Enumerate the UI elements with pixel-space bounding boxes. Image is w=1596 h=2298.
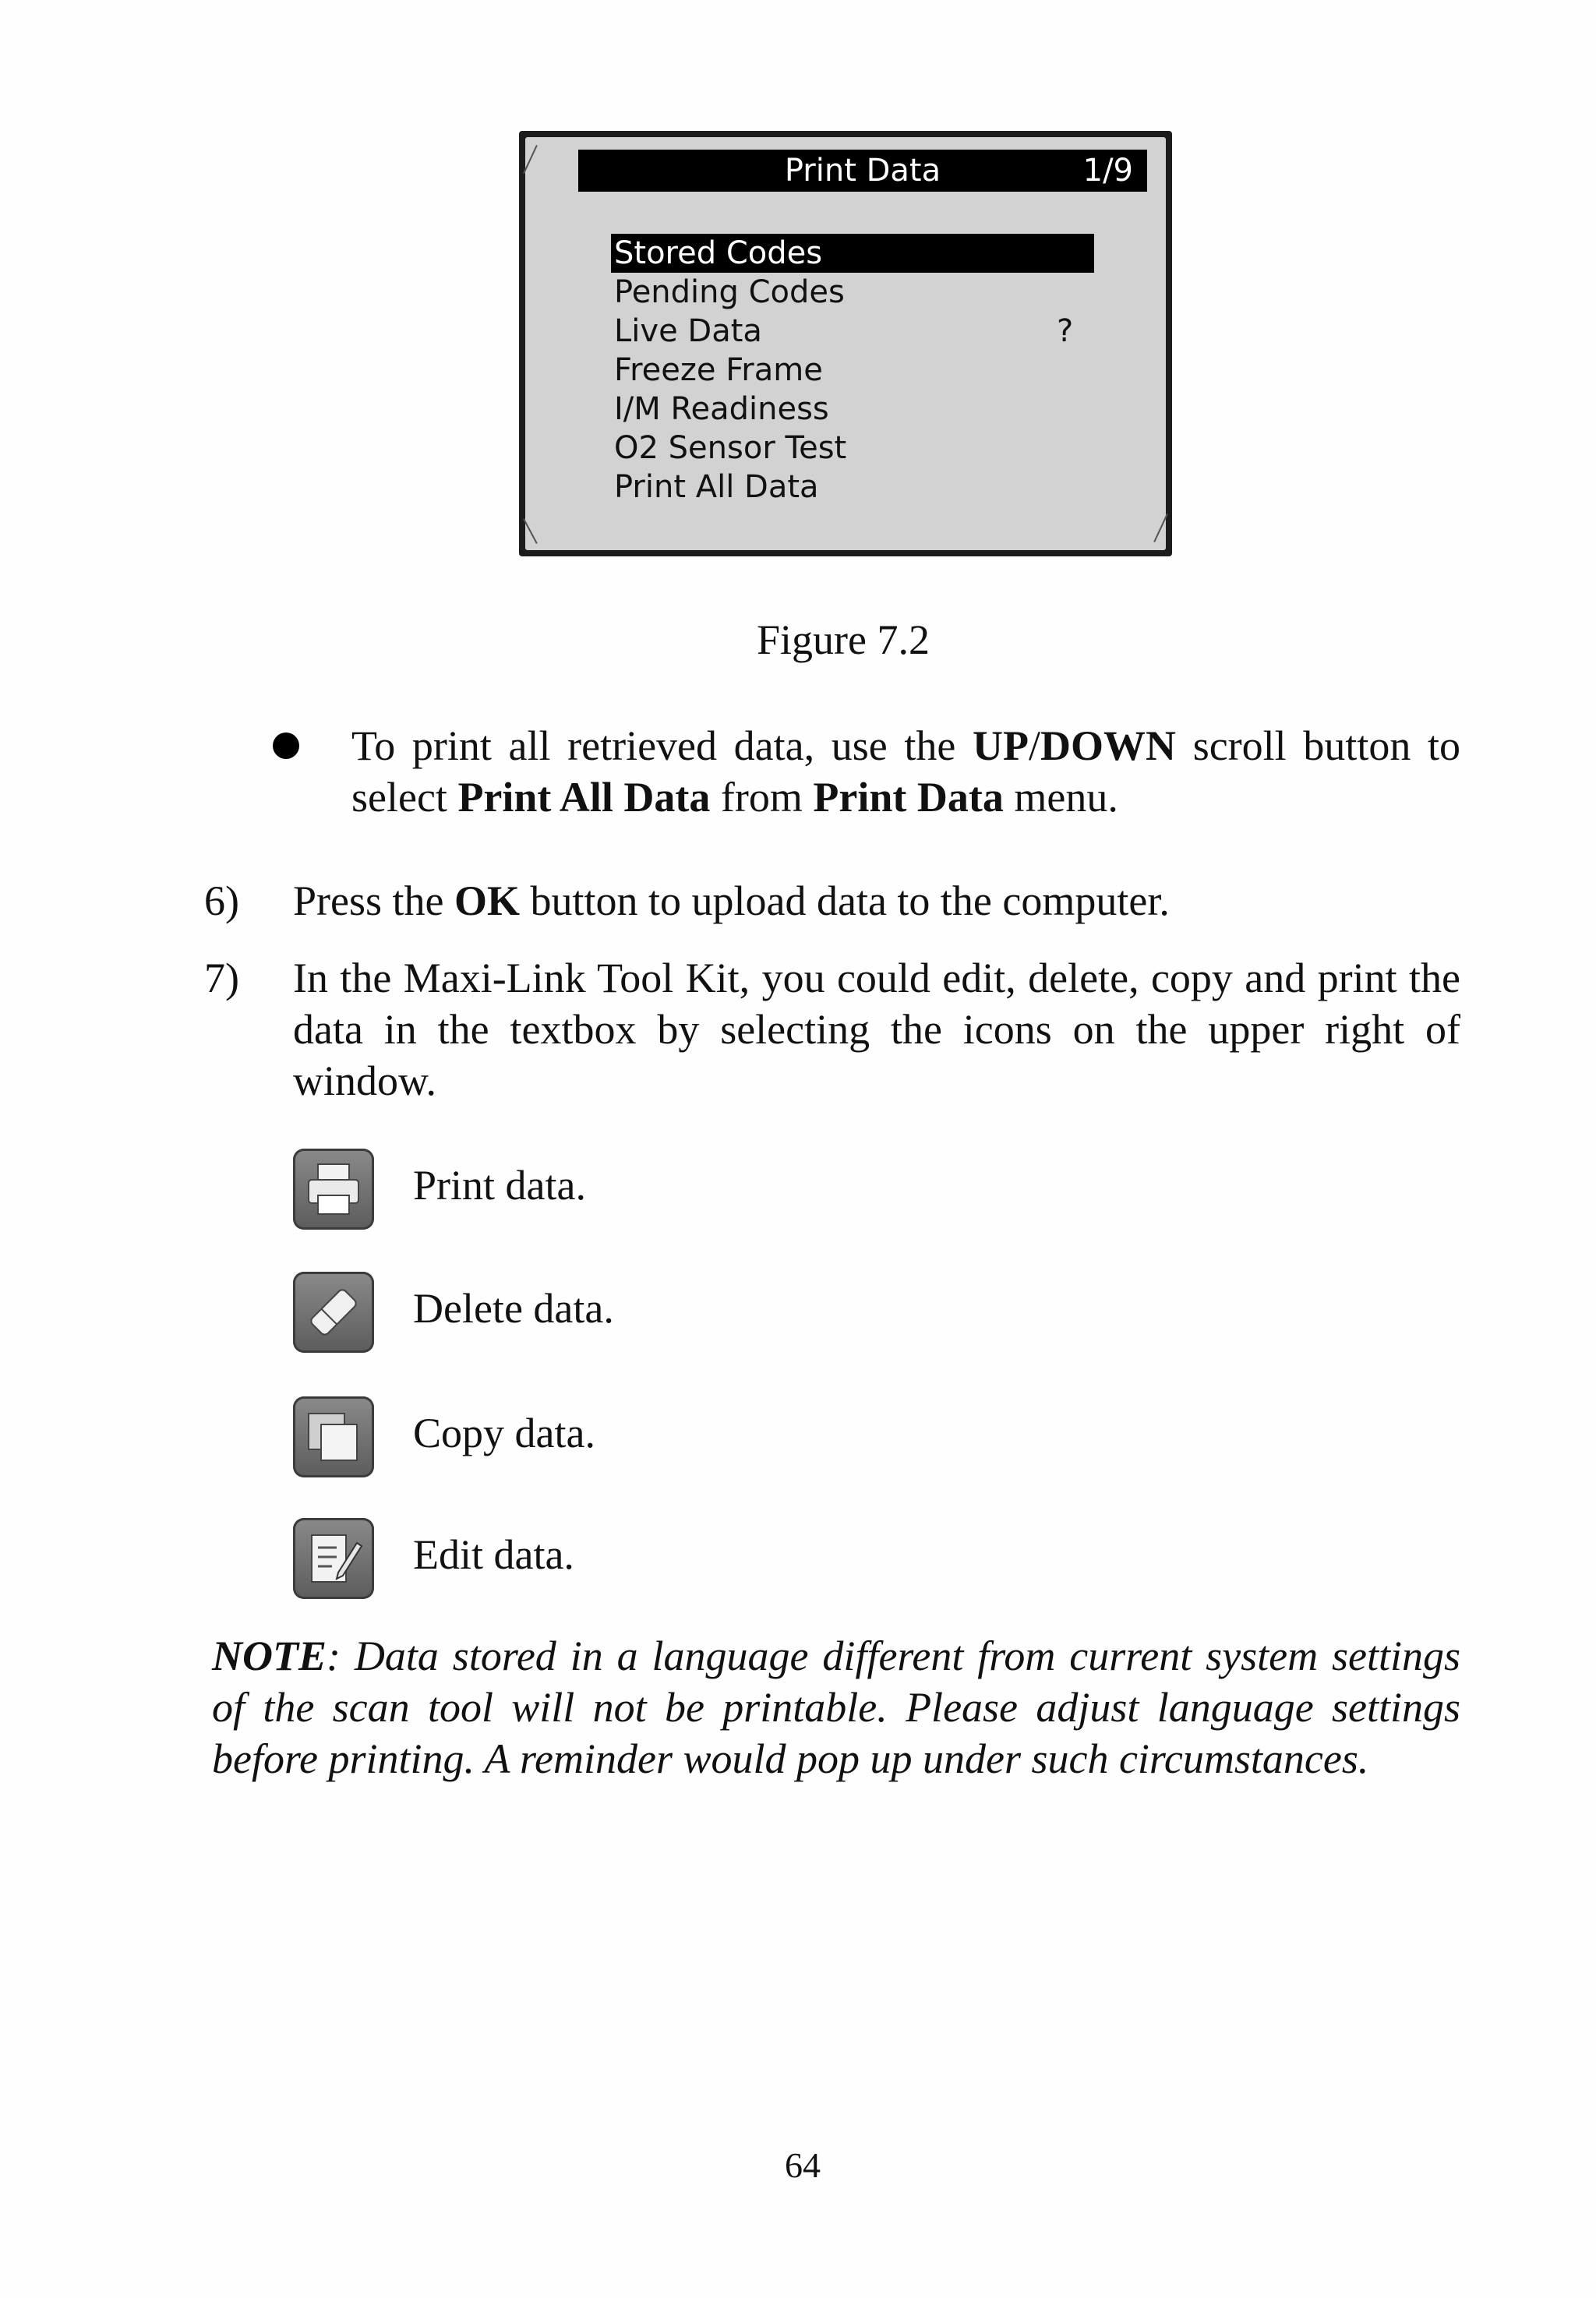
step-7-text: In the Maxi-Link Tool Kit, you could edit, delete, copy and print the data in the textbox by selecting the icons on the upper right of window.: [293, 955, 1460, 1104]
note-paragraph: NOTE: Data stored in a language different from current system settings of the scan tool will not be printable. Please adjust language settings before printing. A reminder would pop up under such circumstances.: [212, 1633, 1460, 1782]
menu-item-stored-codes[interactable]: Stored Codes: [611, 234, 1094, 273]
print-data-label: Print data.: [413, 1162, 586, 1209]
bullet-dot: [273, 732, 299, 759]
screen-corner-mark: [1153, 514, 1168, 542]
screen-display: [525, 137, 1166, 550]
page-number: 64: [785, 2145, 821, 2185]
scan-tool-screen: [519, 131, 1172, 556]
step-number: 6): [204, 877, 239, 924]
delete-data-label: Delete data.: [413, 1285, 614, 1332]
screen-corner-mark: [523, 518, 538, 544]
menu-item-print-all-data[interactable]: Print All Data: [614, 469, 819, 505]
edit-icon: [293, 1518, 374, 1599]
printer-icon: [293, 1149, 374, 1230]
menu-item-freeze-frame[interactable]: Freeze Frame: [614, 352, 823, 388]
step-number: 7): [204, 955, 239, 1001]
edit-data-label: Edit data.: [413, 1531, 574, 1578]
screen-title-bar: [578, 150, 1147, 192]
menu-item-pending-codes[interactable]: Pending Codes: [614, 274, 845, 310]
figure-caption: Figure 7.2: [757, 616, 930, 663]
screen-pager: 1/9: [1082, 153, 1133, 189]
menu-item-o2-sensor-test[interactable]: O2 Sensor Test: [614, 430, 847, 466]
screen-corner-mark: [523, 145, 538, 174]
print-data-menu: [611, 234, 1094, 507]
menu-item-im-readiness[interactable]: I/M Readiness: [614, 391, 829, 427]
note-label: NOTE: [212, 1633, 327, 1679]
copy-icon: [293, 1396, 374, 1477]
bullet-paragraph: To print all retrieved data, use the UP/DOWN scroll button to select Print All Data from Print Data menu.: [351, 722, 1460, 821]
menu-item-live-data[interactable]: Live Data ?: [614, 313, 1074, 349]
copy-data-label: Copy data.: [413, 1410, 595, 1456]
eraser-icon: [293, 1272, 374, 1353]
step-6-text: Press the OK button to upload data to the computer.: [293, 877, 1170, 924]
screen-title: Print Data: [784, 153, 941, 189]
help-hint: ?: [1057, 313, 1074, 349]
